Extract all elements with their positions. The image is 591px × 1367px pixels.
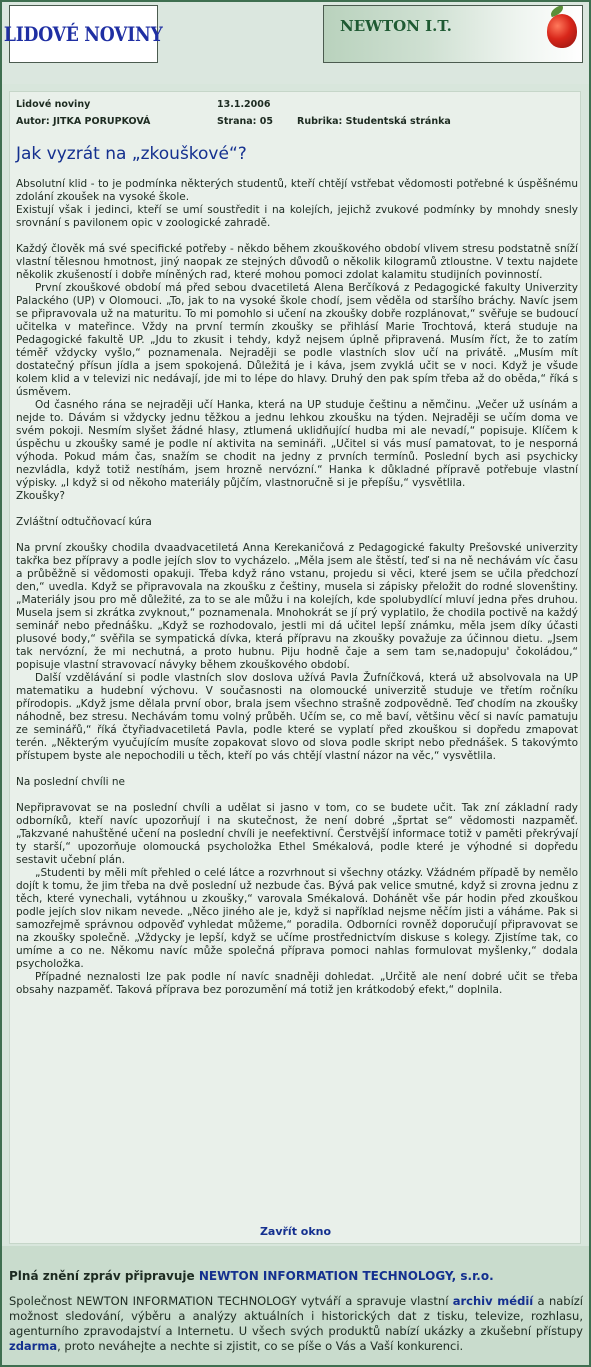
meta-date: 13.1.2006 <box>217 99 271 110</box>
free-trial-link[interactable]: zdarma <box>9 1339 58 1353</box>
footer-title <box>9 1269 494 1283</box>
lidove-noviny-logo <box>4 5 163 63</box>
footer-title-prefix: Plná znění zpráv připravuje <box>9 1269 199 1283</box>
article-paragraph: Každý člověk má své specifické potřeby - někdo během zkouškového období vlivem stresu podstatně sníží vlastní tělesnou hmotnost, jiný naopak ze stejných důvodů o několik kilogramů ztloustne. V textu najdete několik zkušeností i dobře míněných rad, které mohou pomoci zdolat kalamitu studijních povinností. <box>16 243 578 281</box>
footer-text-part-3: , proto neváhejte a nechte si zjistit, co se píše o Vás a Vaší konkurenci. <box>57 1339 464 1353</box>
meta-author: Autor: JITKA PORUPKOVÁ <box>16 116 151 127</box>
paragraph-gap <box>16 529 578 542</box>
meta-page: Strana: 05 <box>217 116 273 127</box>
article-paragraph: Od časného rána se nejraději učí Hanka, která na UP studuje češtinu a němčinu. „Večer už usínám a nejde to. Dávám si vždycky jednu těžkou a jednu lehkou zkoušku na týden. Nejraději se učím doma ve svém pokoji. Nesmím slyšet žádné hlasy, ztlumená uklidňující hudba mi ale nevadí,“ popisuje. Klíčem k úspěchu u zkoušky samé je podle ní aktivita na semináři. „Učitel si vás musí pamatovat, to je nesporná výhoda. Pokud mám čas, snažím se chodit na jedny z prvních termínů. Poslední bych asi psychicky nezvládla, když totiž nestíhám, jsem hrozně nervózní.“ Hanka k důkladné přípravě potřebuje vlastní výpisky. „I když si od někoho materiály půjčím, vlastnoručně si je přepíšu,“ vysvětlila. <box>16 399 578 489</box>
newton-it-logo-text: NEWTON I.T. <box>340 17 452 35</box>
lidove-noviny-logo-text: LIDOVÉ NOVINY <box>4 22 163 46</box>
footer-text <box>9 1294 583 1354</box>
article-title: Jak vyzrát na „zkouškové“? <box>16 144 247 164</box>
article-paragraph: Další vzdělávání si podle vlastních slov doslova užívá Pavla Žufníčková, která už absolvovala na UP matematiku a hudební výchovu. V současnosti na olomoucké univerzitě studuje ve třetím ročníku přírodopis. „Když jsme dělala první obor, brala jsem všechno strašně zodpovědně. Teď chodím na zkoušky náhodně, bez stresu. Nechávám tomu volný průběh. Učím se, co mě baví, většinu věcí si navíc pamatuju ze seminářů,“ říká čtyřiadvacetiletá Pavla, podle které se vyplatí před zkouškou si dopředu zmapovat terén. „Některým vyučujícím musíte zopakovat slovo od slova podle skript nebo přednášek. S takovýmto přístupem byste ale nepochodili u těch, kteří po vás chtějí vlastní názor na věc,“ vysvětlila. <box>16 672 578 762</box>
article-paragraph: Zvláštní odtučňovací kúra <box>16 516 152 528</box>
article-paragraph: Zkoušky? <box>16 490 65 502</box>
article-paragraph: Na poslední chvíli ne <box>16 776 125 788</box>
meta-source: Lidové noviny <box>16 99 91 110</box>
paragraph-gap <box>16 789 578 802</box>
apple-icon <box>547 14 577 48</box>
article-body <box>16 178 578 997</box>
article-paragraph: Případné neznalosti lze pak podle ní navíc snadněji dohledat. „Určitě ale není dobré učit se třeba obsahy nazpaměť. Taková příprava bez porozumění má totiž jen krátkodobý efekt,“ doplnila. <box>16 971 578 996</box>
footer-text-part-2: a nabízí možnost sledování, výběru a analýzy aktuálních i historických dat z tisku, televize, rozhlasu, agenturního zpravodajství a Internetu. U všech svých produktů nabízí ukázky a zkušební přístupy <box>9 1294 584 1338</box>
article-paragraph: Absolutní klid - to je podmínka některých studentů, kteří chtějí vstřebat vědomosti potřebné k úspěšnému zdolání zkoušek na vysoké škole. <box>16 178 578 203</box>
meta-section: Rubrika: Studentská stránka <box>297 116 451 127</box>
article-paragraph: Na první zkoušky chodila dvaadvacetiletá Anna Kerekaničová z Pedagogické fakulty Prešovské univerzity takřka bez přípravy a podle jejích slov to vycházelo. „Měla jsem ale štěstí, teď si na ně nechávám víc času a průběžně si vědomosti opakuji. Třeba když ráno vstanu, projedu si věci, které jsem se učila předchozí den,“ uvedla. Když se připravovala na zkoušku z češtiny, musela si zápisky přeložit do rodné slovenštiny. „Materiály jsou pro mě důležité, za to se ale můžu i na kolejích, kde spolubydlící mluví jedna přes druhou. Musela jsem si zkrátka zvyknout,“ poznamenala. Mnohokrát se jí prý vyplatilo, že chodila poctivě na každý seminář nebo přednášku. „Když se rozhodovalo, jestli mi dá učitel lepší známku, měla jsem díky účasti plusové body,“ svěřila se sympatická dívka, která přípravu na zkoušky považuje za účinnou dietu. „Jsem tak nervózní, že mi nechutná, a proto hubnu. Piju hodně čaje a sem tam se,nadopuju' čokoládou,“ popisuje vlastní stravovací návyky během zkouškového období. <box>16 542 578 671</box>
newton-it-logo <box>323 5 583 63</box>
footer-text-part-1: Společnost NEWTON INFORMATION TECHNOLOGY vytváří a spravuje vlastní <box>9 1294 453 1308</box>
article-paragraph: „Studenti by měli mít přehled o celé látce a rozvrhnout si všechny otázky. Vžádném případě by nemělo dojít k tomu, že jim třeba na dvě poslední už nezbude čas. Bývá pak velice smutné, když si zrovna jednu z těch, které vynechali, vytáhnou u zkoušky,“ varovala Smékalová. Dohánět vše pár hodin před zkouškou podle jejích slov nikam nevede. „Něco jiného ale je, když si například nejsme něčím jisti a váháme. Pak si samozřejmě správnou odpověď vyhledat můžeme,“ poradila. Odborníci rovněž doporučují připravovat se na zkoušky společně. „Vždycky je lepší, když se učíme prostřednictvím diskuse s kolegy. Zjistíme tak, co umíme a co ne. Někomu navíc může společná příprava pomoci nahlas formulovat myšlenky,“ dodala psycholožka. <box>16 867 578 970</box>
article-paragraph: Existují však i jedinci, kteří se umí soustředit i na kolejích, jejichž zvukové podmínky by mnohdy snesly srovnání s pavilonem opic v zoologické zahradě. <box>16 204 578 229</box>
archive-link[interactable]: archiv médií <box>452 1294 534 1308</box>
article-paragraph: Nepřipravovat se na poslední chvíli a udělat si jasno v tom, co se budete učit. Tak zní základní rady odborníků, kteří navíc upozorňují i na skutečnost, že není dobré „šprtat se“ vědomosti nazpaměť. „Takzvané nahuštěné učení na poslední chvíli je neefektivní. Čerstvější informace totiž v paměti překrývají ty starší,“ upozorňuje olomoucká psycholožka Ethel Smékalová, podle které je výhodné si dopředu sestavit učební plán. <box>16 802 578 866</box>
close-window-link[interactable]: Zavřít okno <box>259 1225 332 1238</box>
newton-company-name: NEWTON INFORMATION TECHNOLOGY, s.r.o. <box>198 1269 494 1283</box>
article-paragraph: První zkouškové období má před sebou dvacetiletá Alena Berčíková z Pedagogické fakulty Univerzity Palackého (UP) v Olomouci. „To, jak to na vysoké škole chodí, jsem věděla od staršího bráchy. Navíc jsem se připravovala už na maturitu. To mi pomohlo si učení na zkoušky dobře rozplánovat,“ svěřuje se budoucí učitelka v mateřince. Vždy na první termín zkoušky se přihlásí Marie Trochtová, která studuje na Pedagogické fakultě UP. „Jdu to zkusit i tehdy, když nejsem úplně připravená. Musím říct, že to zatím téměř vždycky vyšlo,“ poznamenala. Nejraději se podle vlastních slov učí na privátě. „Musím mít dostatečný přísun jídla a jsem spokojená. Důležitá je i káva, jsem zvyklá učit se v noci. Když je všude kolem klid a v televizi nic nedávají, jde mi to lépe do hlavy. Druhý den pak spím třeba až do oběda,“ říká s úsměvem. <box>16 282 578 398</box>
paragraph-gap <box>16 230 578 243</box>
paragraph-gap <box>16 763 578 776</box>
paragraph-gap <box>16 503 578 516</box>
